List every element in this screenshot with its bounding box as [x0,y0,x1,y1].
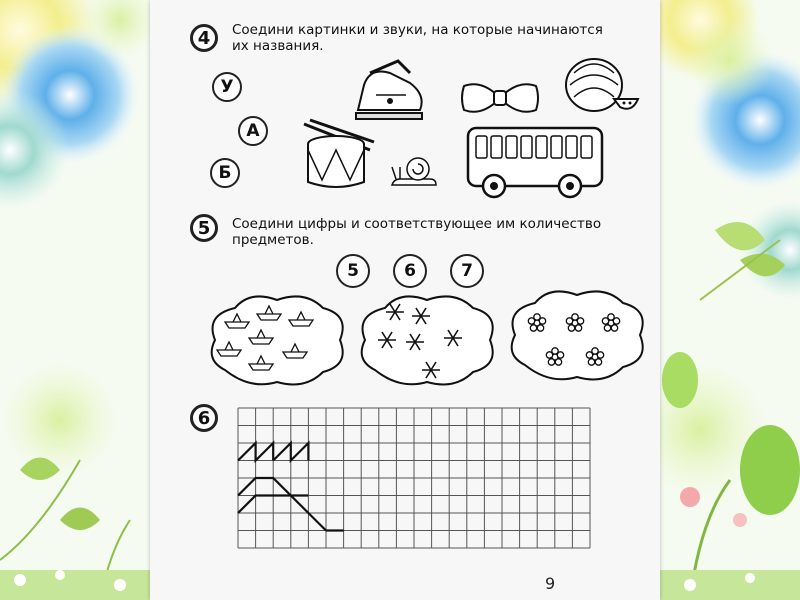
digit-seven[interactable]: 7 [450,254,484,288]
drawing-grid[interactable] [238,408,594,550]
task-4-instruction-line-1: Соедини картинки и звуки, на которые начинаются [232,22,603,38]
task-6-number: 6 [190,404,218,432]
task-4-instruction-line-2: их названия. [232,38,324,54]
boats-cloud[interactable] [205,290,350,390]
snail-icon[interactable] [390,155,440,189]
letter-b[interactable]: Б [210,158,240,188]
page-number: 9 [545,574,556,593]
digit-five[interactable]: 5 [336,254,370,288]
snowflakes-cloud[interactable] [355,290,500,390]
watermelon-icon[interactable] [560,55,640,115]
bus-icon[interactable] [466,126,606,202]
grid-lines [238,408,590,548]
digit-six[interactable]: 6 [393,254,427,288]
drum-icon[interactable] [300,120,380,196]
bow-tie-icon[interactable] [460,80,540,116]
flowers-cloud[interactable] [505,285,650,385]
iron-icon[interactable] [350,55,430,125]
workbook-page [150,0,660,600]
task-5-instruction-line-1: Соедини цифры и соответствующее им количество [232,216,602,232]
task-5-instruction-line-2: предметов. [232,232,314,248]
letter-a[interactable]: А [238,116,268,146]
task-4-number: 4 [190,24,218,52]
task-5-number: 5 [190,214,218,242]
letter-u[interactable]: У [212,72,242,102]
